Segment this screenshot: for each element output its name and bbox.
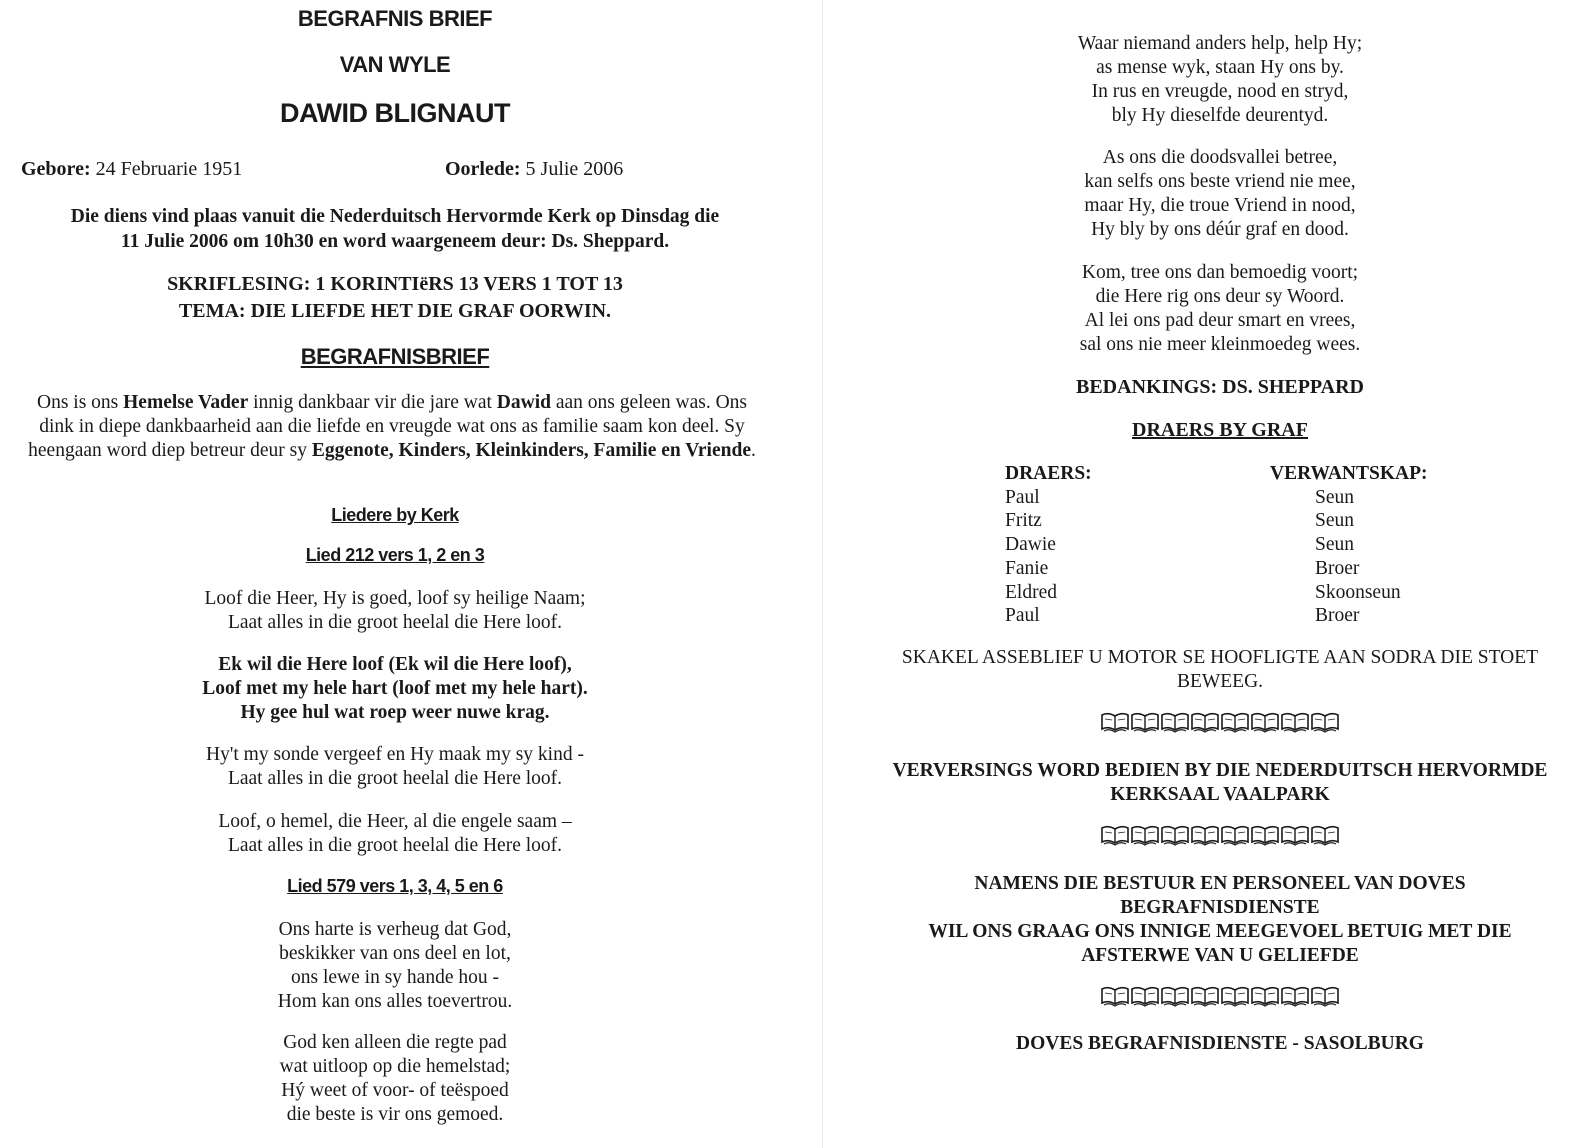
born xyxy=(21,158,242,181)
notice-line: VERVERSINGS WORD BEDIEN BY DIE NEDERDUITSCH HERVORMDE xyxy=(892,760,1548,781)
reading-line: SKRIFLESING: 1 KORINTIëRS 13 VERS 1 TOT 13 xyxy=(167,273,623,295)
verse-line: bly Hy dieselfde deurentyd. xyxy=(1111,105,1329,126)
verse-line: Loof die Heer, Hy is goed, loof sy heilige Naam; xyxy=(204,588,586,609)
died xyxy=(445,158,623,181)
headlights-notice xyxy=(860,646,1580,694)
intro-text: aan ons geleen was. Ons dink in diepe dankbaarheid aan die liefde en vreugde wat ons as familie saam kon deel. Sy heengaan word diep betreur deur sy xyxy=(28,392,747,461)
bearer-name: Fritz xyxy=(1005,510,1042,532)
notice-line: KERKSAAL VAALPARK xyxy=(1110,784,1330,805)
verse-line: maar Hy, die troue Vriend in nood, xyxy=(1084,195,1356,216)
verse-line: As ons die doodsvallei betree, xyxy=(1102,147,1338,168)
verse-line: Laat alles in die groot heelal die Here loof. xyxy=(227,835,563,856)
condolence-line: NAMENS DIE BESTUUR EN PERSONEEL VAN DOVES xyxy=(974,873,1466,894)
verse-line: Kom, tree ons dan bemoedig voort; xyxy=(1081,262,1359,283)
bearer-name: Dawie xyxy=(1005,534,1056,556)
verse-line: Hý weet of voor- of teëspoed xyxy=(281,1080,509,1101)
verse-line: die beste is vir ons gemoed. xyxy=(286,1104,504,1125)
relation-column-header: VERWANTSKAP: xyxy=(1270,463,1428,484)
notice-line: SKAKEL ASSEBLIEF U MOTOR SE HOOFLIGTE AAN SODRA DIE STOET xyxy=(901,647,1539,668)
condolence-line: WIL ONS GRAAG ONS INNIGE MEEGEVOEL BETUIG MET DIE xyxy=(928,921,1512,942)
intro-text: Ons is ons xyxy=(36,392,124,413)
hymn-212-verse xyxy=(0,810,790,858)
verse-line: Hy bly by ons déúr graf en dood. xyxy=(1091,219,1349,240)
verse-line: God ken alleen die regte pad xyxy=(283,1032,507,1053)
thanks-line: BEDANKINGS: DS. SHEPPARD xyxy=(1076,376,1364,398)
deceased-name: DAWID BLIGNAUT xyxy=(280,98,510,128)
verse-line: beskikker van ons deel en lot, xyxy=(279,943,511,964)
bearer-name: Eldred xyxy=(1005,581,1057,603)
songs-heading: Liedere by Kerk xyxy=(331,505,459,525)
funeral-home-signature: DOVES BEGRAFNISDIENSTE - SASOLBURG xyxy=(1016,1033,1424,1054)
notice-line: BEWEEG. xyxy=(1176,671,1264,692)
right-page xyxy=(860,0,1580,1148)
ornament-row xyxy=(860,985,1580,1007)
hymn-579-verse xyxy=(860,146,1580,242)
bearer-relation: Seun xyxy=(1315,510,1354,532)
verse-line: Waar niemand anders help, help Hy; xyxy=(1077,33,1363,54)
brief-heading: BEGRAFNISBRIEF xyxy=(300,344,490,369)
service-line: 11 Julie 2006 om 10h30 en word waargeneem deur: Ds. Sheppard. xyxy=(120,231,670,252)
hymn-579-verse xyxy=(0,1031,790,1127)
born-label: Gebore: xyxy=(21,158,91,180)
title-van-wyle: VAN WYLE xyxy=(339,52,451,77)
bearers-names-column xyxy=(1005,462,1092,628)
condolence-message xyxy=(860,872,1580,968)
condolence-line: BEGRAFNISDIENSTE xyxy=(1120,897,1320,918)
intro-bold: Hemelse Vader xyxy=(123,392,249,413)
verse-line: Loof met my hele hart (loof met my hele hart). xyxy=(202,678,588,699)
service-line: Die diens vind plaas vanuit die Nederduitsch Hervormde Kerk op Dinsdag die xyxy=(70,206,720,227)
bearers-column-header: DRAERS: xyxy=(1005,463,1092,484)
service-details xyxy=(0,204,790,254)
bearer-relation: Broer xyxy=(1315,557,1360,579)
scripture-reading xyxy=(0,271,790,325)
verse-line: Hy gee hul wat roep weer nuwe krag. xyxy=(240,702,550,723)
intro-text: . xyxy=(750,440,756,461)
theme-line: TEMA: DIE LIEFDE HET DIE GRAF OORWIN. xyxy=(178,300,612,322)
intro-bold: Eggenote, Kinders, Kleinkinders, Familie en Vriende xyxy=(311,440,751,461)
verse-line: kan selfs ons beste vriend nie mee, xyxy=(1084,171,1356,192)
verse-line: In rus en vreugde, nood en stryd, xyxy=(1091,81,1349,102)
hymn-212-verse xyxy=(0,587,790,635)
verse-line: sal ons nie meer kleinmoedeg wees. xyxy=(1079,334,1361,355)
hymn-579-heading: Lied 579 vers 1, 3, 4, 5 en 6 xyxy=(287,876,503,896)
refreshments-notice xyxy=(850,759,1582,807)
condolence-line: AFSTERWE VAN U GELIEFDE xyxy=(1081,945,1359,966)
born-date: 24 Februarie 1951 xyxy=(95,158,243,180)
verse-line: Hy't my sonde vergeef en Hy maak my sy kind - xyxy=(206,744,584,765)
bearer-name: Paul xyxy=(1005,486,1040,508)
died-label: Oorlede: xyxy=(445,158,521,180)
intro-text: innig dankbaar vir die jare wat xyxy=(248,392,497,413)
relation-column xyxy=(1270,462,1428,628)
verse-line: Al lei ons pad deur smart en vrees, xyxy=(1084,310,1356,331)
hymn-212-chorus xyxy=(0,653,790,725)
verse-line: Loof, o hemel, die Heer, al die engele saam – xyxy=(218,811,572,832)
bearer-relation: Broer xyxy=(1315,605,1360,627)
bearer-name: Fanie xyxy=(1005,557,1049,579)
title-begrafnis-brief: BEGRAFNIS BRIEF xyxy=(297,6,493,31)
ornament-row xyxy=(860,711,1580,733)
died-date: 5 Julie 2006 xyxy=(525,158,624,180)
verse-line: Laat alles in die groot heelal die Here loof. xyxy=(227,768,563,789)
verse-line: Hom kan ons alles toevertrou. xyxy=(277,991,513,1012)
hymn-579-verse xyxy=(0,918,790,1014)
verse-line: die Here rig ons deur sy Woord. xyxy=(1095,286,1345,307)
intro-paragraph xyxy=(22,391,762,463)
verse-line: Laat alles in die groot heelal die Here loof. xyxy=(227,612,563,633)
bearers-heading: DRAERS BY GRAF xyxy=(1132,419,1308,441)
bearer-relation: Skoonseun xyxy=(1315,581,1401,603)
verse-line: as mense wyk, staan Hy ons by. xyxy=(1096,57,1344,78)
verse-line: Ek wil die Here loof (Ek wil die Here loof), xyxy=(218,654,572,675)
verse-line: wat uitloop op die hemelstad; xyxy=(279,1056,511,1077)
left-page xyxy=(0,0,790,1148)
bearer-relation: Seun xyxy=(1315,486,1354,508)
hymn-579-verse xyxy=(860,32,1580,128)
bearer-relation: Seun xyxy=(1315,534,1354,556)
hymn-212-heading: Lied 212 vers 1, 2 en 3 xyxy=(305,545,485,565)
verse-line: ons lewe in sy hande hou - xyxy=(291,967,499,988)
intro-bold: Dawid xyxy=(496,392,551,413)
page-fold xyxy=(822,0,823,1148)
hymn-212-verse xyxy=(0,743,790,791)
hymn-579-verse xyxy=(860,261,1580,357)
bearer-name: Paul xyxy=(1005,605,1040,627)
ornament-row xyxy=(860,824,1580,846)
verse-line: Ons harte is verheug dat God, xyxy=(278,919,512,940)
